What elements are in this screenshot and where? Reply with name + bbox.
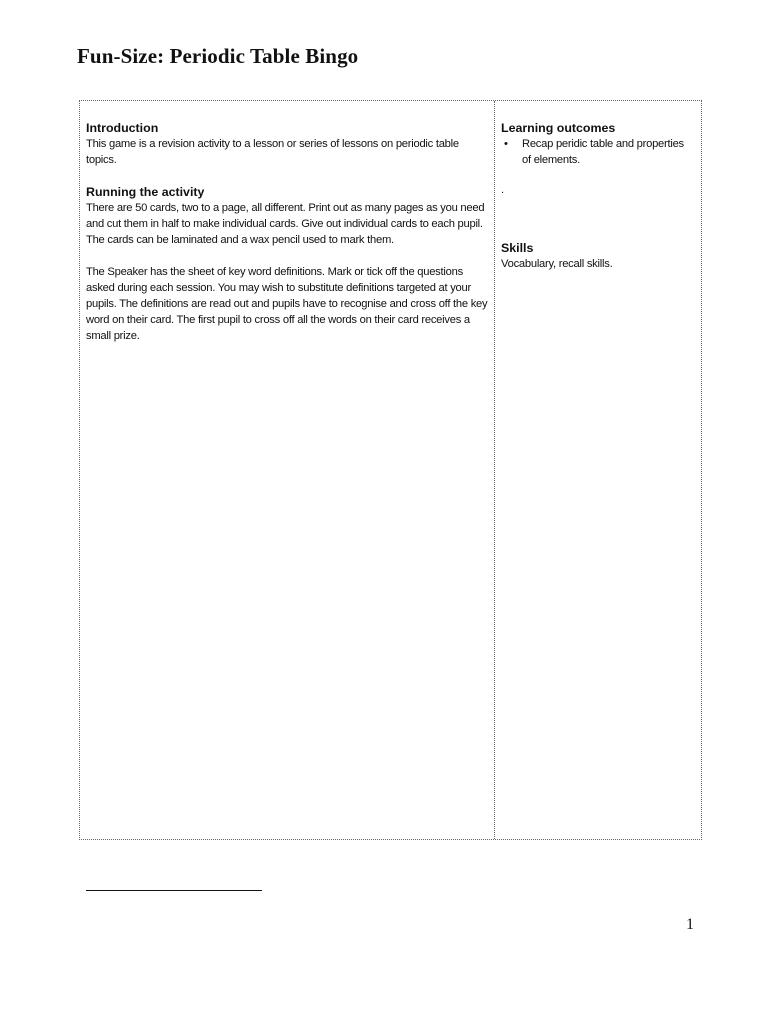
footnote-separator	[86, 890, 262, 891]
learning-outcomes-heading: Learning outcomes	[501, 121, 616, 135]
activity-table	[79, 100, 702, 840]
learning-outcome-text: Recap peridic table and properties of elements.	[522, 138, 684, 166]
running-activity-paragraph-1: There are 50 cards, two to a page, all different. Print out as many pages as you need and cut them in half to make individual cards. Give out individual cards to each pupil. The cards can be laminated and a wax pencil used to mark them.	[86, 202, 485, 246]
bullet-icon: •	[504, 138, 508, 150]
skills-heading: Skills	[501, 241, 534, 255]
introduction-text: This game is a revision activity to a lesson or series of lessons on periodic table topics.	[86, 138, 459, 166]
learning-outcomes-list	[501, 136, 695, 168]
main-column	[80, 101, 495, 839]
list-item	[501, 136, 695, 168]
skills-text: Vocabulary, recall skills.	[501, 258, 613, 270]
side-column	[495, 101, 701, 839]
page-title: Fun-Size: Periodic Table Bingo	[77, 44, 359, 68]
introduction-heading: Introduction	[86, 121, 159, 135]
running-activity-heading: Running the activity	[86, 185, 205, 199]
page-number: 1	[686, 916, 694, 933]
running-activity-paragraph-2: The Speaker has the sheet of key word definitions. Mark or tick off the questions asked during each session. You may wish to substitute definitions targeted at your pupils. The definitions are read out and pupils have to recognise and cross off the key word on their card. The first pupil to cross off all the words on their card receives a small prize.	[86, 266, 488, 342]
stray-period: .	[501, 184, 504, 196]
